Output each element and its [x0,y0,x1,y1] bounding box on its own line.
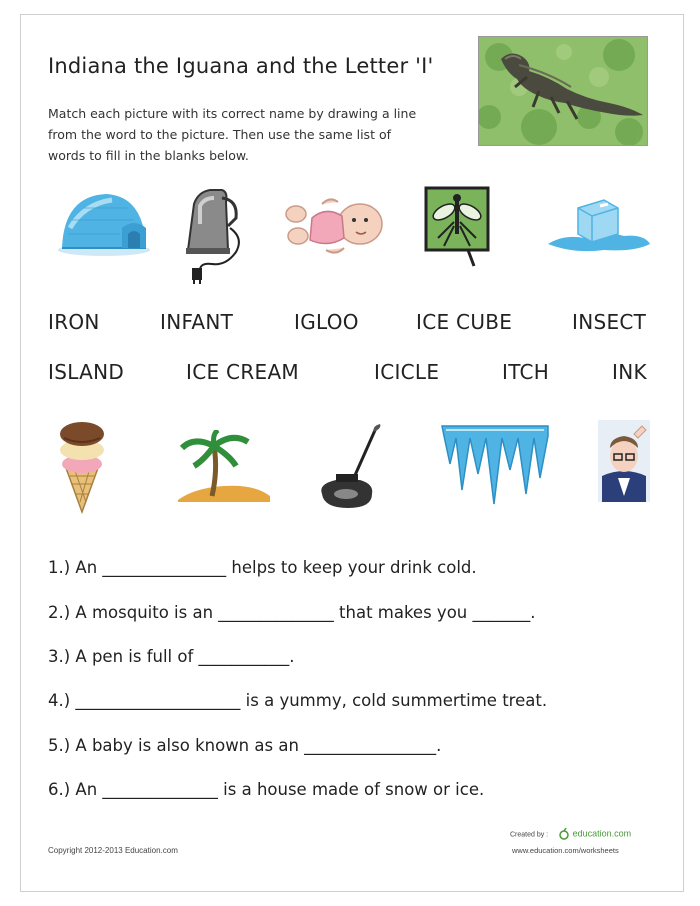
copyright-text: Copyright 2012-2013 Education.com [48,846,178,855]
question-6: 6.) An ______________ is a house made of snow or ice. [48,780,485,799]
insect-icon [424,186,490,268]
word-island: ISLAND [48,360,125,384]
instruction-line: words to fill in the blanks below. [48,148,249,163]
infant-icon [282,192,386,258]
igloo-icon [54,188,154,258]
word-ice-cube: ICE CUBE [416,310,513,334]
island-icon [174,430,274,506]
iron-icon [178,184,248,284]
brand-name: education.com [572,828,632,839]
instruction-line: from the word to the picture. Then use the same list of [48,127,391,142]
word-iron: IRON [48,310,100,334]
instruction-line: Match each picture with its correct name by drawing a line [48,106,417,121]
education-logo [558,828,631,840]
created-by-text: Created by : [510,831,549,839]
word-ink: INK [612,360,647,384]
ink-icon [312,424,384,512]
word-icicle: ICICLE [374,360,440,384]
brand-mark-icon [558,828,570,840]
question-5: 5.) A baby is also known as an ________________. [48,736,442,755]
footer-url: www.education.com/worksheets [512,846,619,855]
word-itch: ITCH [502,360,550,384]
word-igloo: IGLOO [294,310,359,334]
word-insect: INSECT [572,310,647,334]
question-4: 4.) ____________________ is a yummy, cold summertime treat. [48,691,548,710]
question-2: 2.) A mosquito is an ______________ that makes you _______. [48,603,536,622]
ice-cube-icon [544,190,652,254]
word-ice-cream: ICE CREAM [186,360,299,384]
word-infant: INFANT [160,310,234,334]
created-by-label [510,828,631,840]
question-3: 3.) A pen is full of ___________. [48,647,295,666]
iguana-photo [478,36,648,146]
itch-icon [598,420,650,502]
instructions [48,103,458,166]
worksheet-title: Indiana the Iguana and the Letter 'I' [48,54,434,78]
ice-cream-icon [52,418,112,514]
question-1: 1.) An _______________ helps to keep your drink cold. [48,558,477,577]
icicle-icon [440,424,550,508]
